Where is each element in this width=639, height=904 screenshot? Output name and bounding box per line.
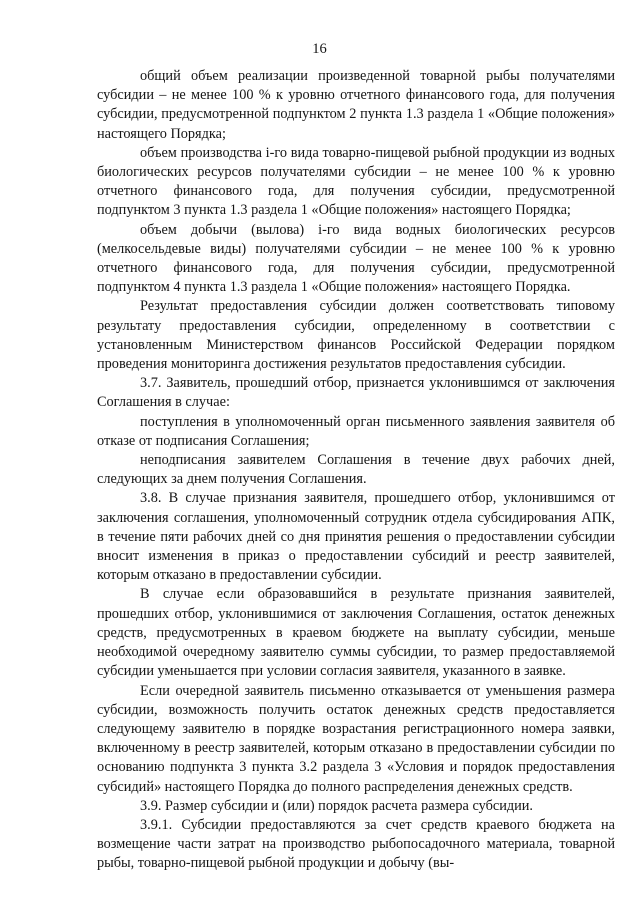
paragraph-section-3-7: 3.7. Заявитель, прошедший отбор, признается уклонившимся от заключения Соглашения в случае: [97, 375, 615, 411]
paragraph-catch-volume: объем добычи (вылова) i-го вида водных биологических ресурсов (мелкосельдевые виды) получателями субсидии – не менее 100 % к уровню отчетного финансового года, для получения субсидии, предусмотренной подпунктом 4 пункта 1.3 раздела 1 «Общие положения» настоящего Порядка. [97, 221, 615, 296]
document-body [97, 67, 615, 874]
paragraph-section-3-8: 3.8. В случае признания заявителя, прошедшего отбор, уклонившимся от заключения соглашения, уполномоченный сотрудник отдела субсидирования АПК, в течение пяти рабочих дней со дня принятия решения о предоставлении субсидии вносит изменения в приказ о предоставлении субсидий и реестр заявителей, которым отказано в предоставлении субсидии. [97, 490, 615, 584]
paragraph-result-compliance: Результат предоставления субсидии должен соответствовать типовому результату предоставления субсидии, определенному в соответствии с установленным Министерством финансов Российской Федерации порядком проведения мониторинга достижения результатов предоставления субсидии. [97, 298, 615, 373]
paragraph-next-applicant: Если очередной заявитель письменно отказывается от уменьшения размера субсидии, возможность получить остаток денежных средств предоставляется следующему заявителю в порядке возрастания регистрационного номера заявки, включенному в реестр заявителей, которым отказано в предоставлении субсидии по основанию подпункта 3 пункта 3.2 раздела 3 «Условия и порядок предоставления субсидий» настоящего Порядка до полного распределения денежных средств. [97, 682, 615, 795]
paragraph-section-3-9: 3.9. Размер субсидии и (или) порядок расчета размера субсидии. [140, 797, 534, 814]
paragraph-remaining-funds: В случае если образовавшийся в результате признания заявителей, прошедших отбор, уклонившимися от заключения Соглашения, остаток денежных средств, предусмотренных в краевом бюджете на выплату субсидии, меньше необходимой очередному заявителю суммы субсидии, то размер предоставляемой субсидии уменьшается при условии согласия заявителя, указанного в заявке. [97, 586, 615, 680]
paragraph-production-volume: объем производства i-го вида товарно-пищевой рыбной продукции из водных биологических ресурсов получателями субсидии – не менее 100 % к уровню отчетного финансового года, для получения субсидии, предусмотренной подпунктом 3 пункта 1.3 раздела 1 «Общие положения» настоящего Порядка; [97, 144, 615, 219]
page-number: 16 [312, 41, 327, 57]
paragraph-sales-volume: общий объем реализации произведенной товарной рыбы получателями субсидии – не менее 100 % к уровню отчетного финансового года, для получения субсидии, предусмотренной подпунктом 2 пункта 1.3 раздела 1 «Общие положения» настоящего Порядка; [97, 68, 615, 142]
paragraph-non-signing: неподписания заявителем Соглашения в течение двух рабочих дней, следующих за днем получения Соглашения. [97, 452, 615, 488]
paragraph-section-3-9-1: 3.9.1. Субсидии предоставляются за счет средств краевого бюджета на возмещение части затрат на производство рыбопосадочного материала, товарной рыбы, товарно-пищевой рыбной продукции и добычу (вы- [97, 816, 615, 872]
paragraph-written-refusal: поступления в уполномоченный орган письменного заявления заявителя об отказе от подписания Соглашения; [97, 413, 615, 449]
